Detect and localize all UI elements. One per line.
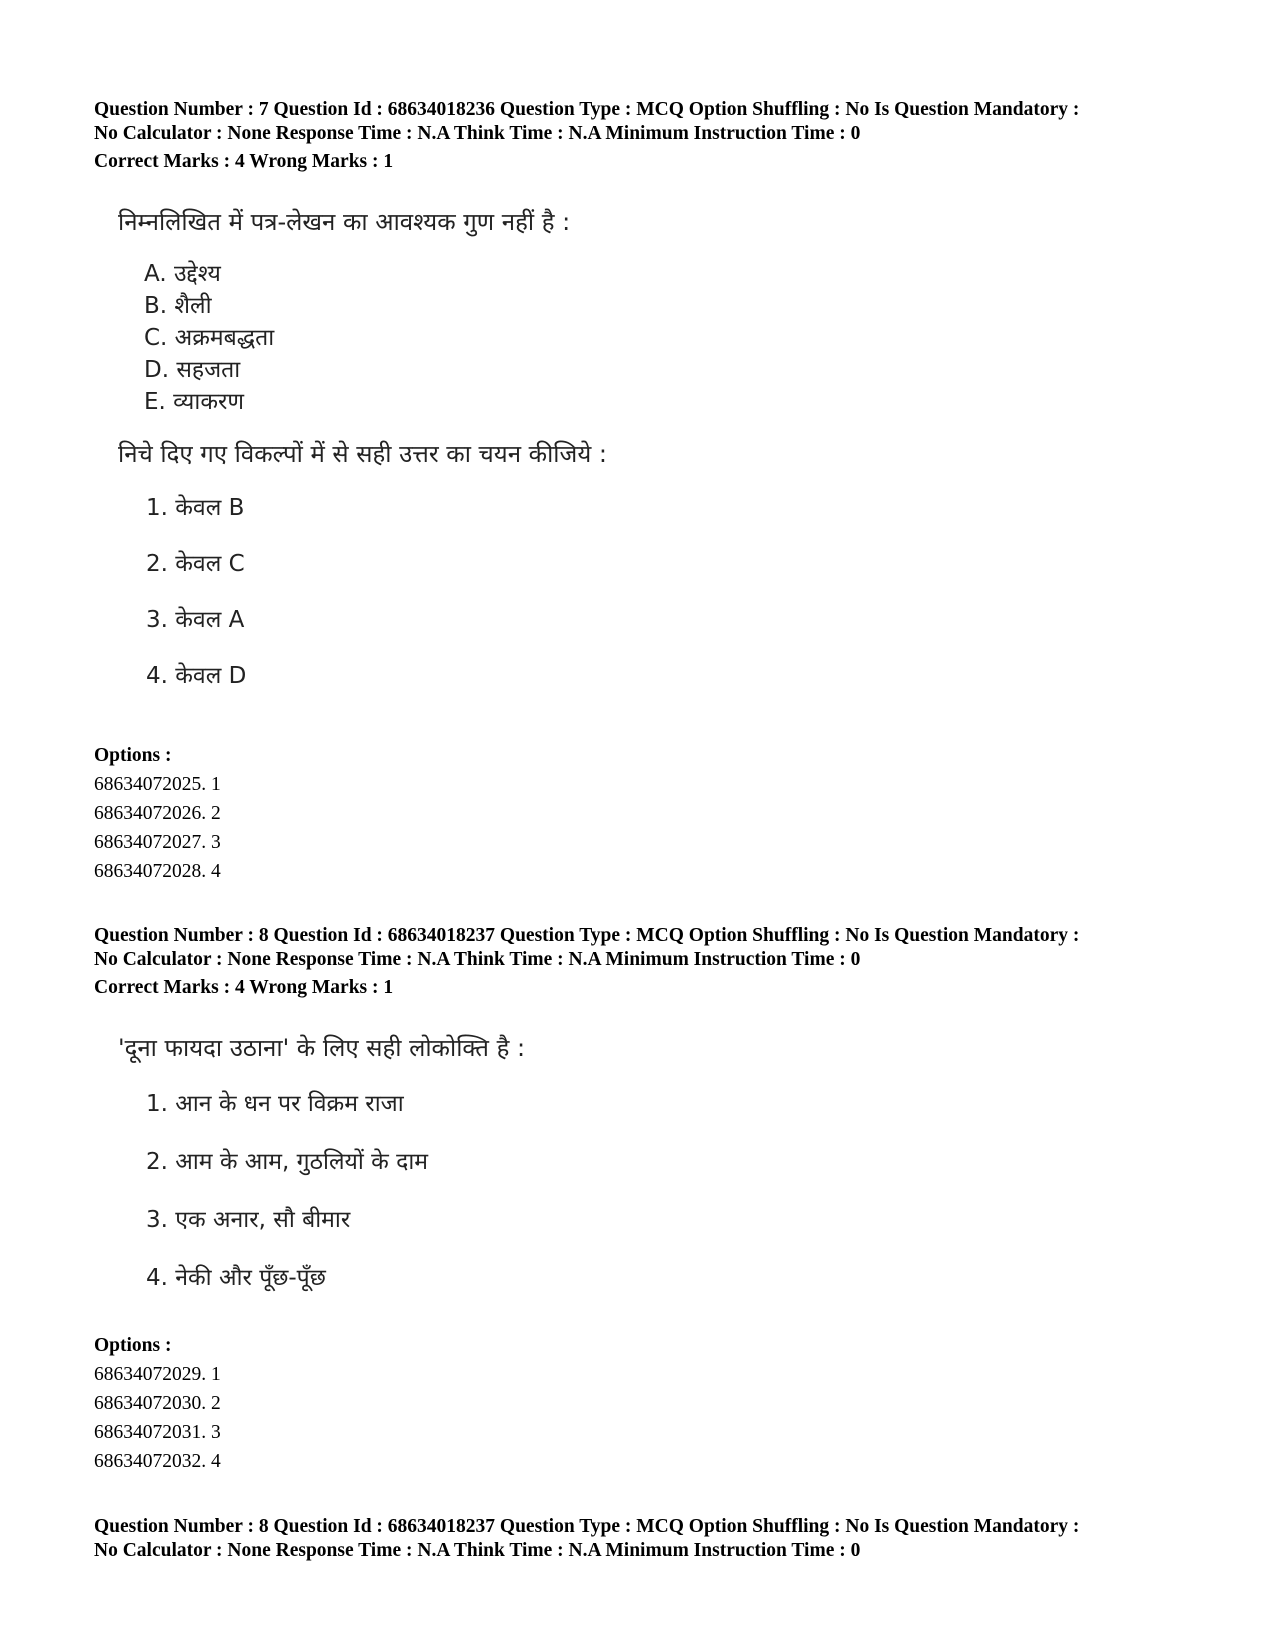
question-7-options bbox=[94, 741, 221, 886]
option-row: 68634072026. 2 bbox=[94, 803, 221, 824]
option-row: 68634072031. 3 bbox=[94, 1422, 221, 1443]
answer-choice-3: 3. एक अनार, सौ बीमार bbox=[146, 1207, 351, 1233]
statement-d: D. सहजता bbox=[144, 357, 241, 383]
question-stem: निम्नलिखित में पत्र-लेखन का आवश्यक गुण नहीं है : bbox=[118, 208, 571, 236]
statement-e: E. व्याकरण bbox=[144, 389, 245, 415]
question-marks: Correct Marks : 4 Wrong Marks : 1 bbox=[94, 151, 394, 172]
question-meta-line-2: No Calculator : None Response Time : N.A Think Time : N.A Minimum Instruction Time : 0 bbox=[94, 123, 861, 144]
question-instruction: निचे दिए गए विकल्पों में से सही उत्तर का चयन कीजिये : bbox=[118, 440, 607, 468]
answer-choice-2: 2. आम के आम, गुठलियों के दाम bbox=[146, 1149, 429, 1175]
statement-b: B. शैली bbox=[144, 293, 212, 319]
options-label: Options : bbox=[94, 745, 172, 766]
answer-choice-list bbox=[118, 492, 607, 692]
question-8-options bbox=[94, 1331, 221, 1476]
question-meta-line-1: Question Number : 8 Question Id : 68634018237 Question Type : MCQ Option Shuffling : No Is Question Mandatory : bbox=[94, 925, 1080, 946]
question-meta-line-2: No Calculator : None Response Time : N.A Think Time : N.A Minimum Instruction Time : 0 bbox=[94, 1540, 861, 1561]
question-7-header bbox=[94, 98, 1214, 174]
answer-choice-3: 3. केवल A bbox=[146, 607, 245, 633]
answer-choice-1: 1. केवल B bbox=[146, 495, 245, 521]
question-meta-line-1: Question Number : 8 Question Id : 68634018237 Question Type : MCQ Option Shuffling : No Is Question Mandatory : bbox=[94, 1516, 1080, 1537]
statement-a: A. उद्देश्य bbox=[144, 261, 221, 287]
answer-choice-4: 4. केवल D bbox=[146, 663, 247, 689]
statement-c: C. अक्रमबद्धता bbox=[144, 325, 275, 351]
answer-choice-1: 1. आन के धन पर विक्रम राजा bbox=[146, 1091, 404, 1117]
question-meta-line-2: No Calculator : None Response Time : N.A Think Time : N.A Minimum Instruction Time : 0 bbox=[94, 949, 861, 970]
option-row: 68634072025. 1 bbox=[94, 774, 221, 795]
option-row: 68634072027. 3 bbox=[94, 832, 221, 853]
statement-list bbox=[118, 258, 607, 418]
answer-choice-list bbox=[118, 1088, 525, 1294]
answer-choice-2: 2. केवल C bbox=[146, 551, 245, 577]
question-8-body bbox=[118, 1032, 525, 1294]
question-stem: 'दूना फायदा उठाना' के लिए सही लोकोक्ति है : bbox=[118, 1034, 526, 1062]
question-marks: Correct Marks : 4 Wrong Marks : 1 bbox=[94, 977, 394, 998]
options-label: Options : bbox=[94, 1335, 172, 1356]
option-row: 68634072028. 4 bbox=[94, 861, 221, 882]
question-7-body bbox=[118, 206, 607, 692]
answer-choice-4: 4. नेकी और पूँछ-पूँछ bbox=[146, 1265, 326, 1291]
option-row: 68634072029. 1 bbox=[94, 1364, 221, 1385]
question-8-repeat-header bbox=[94, 1515, 1214, 1563]
option-row: 68634072030. 2 bbox=[94, 1393, 221, 1414]
question-8-header bbox=[94, 924, 1214, 1000]
option-row: 68634072032. 4 bbox=[94, 1451, 221, 1472]
question-meta-line-1: Question Number : 7 Question Id : 68634018236 Question Type : MCQ Option Shuffling : No Is Question Mandatory : bbox=[94, 99, 1080, 120]
